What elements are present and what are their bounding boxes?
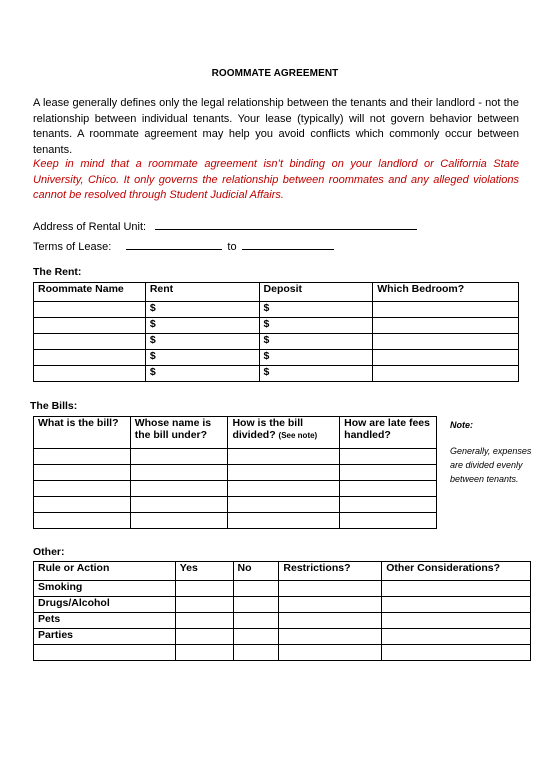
bills-header [228,417,340,449]
other-row [34,629,531,645]
bills-header: Whose name is the bill under? [130,417,228,449]
currency-symbol: $ [263,350,270,362]
bills-header-text: How is the bill divided? [232,417,304,441]
bills-cell[interactable] [228,449,340,465]
other-row [34,613,531,629]
rule-label: Smoking [34,581,176,597]
bills-cell[interactable] [228,465,340,481]
bills-cell[interactable] [130,465,228,481]
rent-header-row [34,283,519,302]
terms-label: Terms of Lease: [33,241,112,253]
rent-row [34,350,519,366]
currency-symbol: $ [149,334,156,346]
rent-cell[interactable] [373,334,519,350]
other-row [34,645,531,661]
restrictions-cell[interactable] [279,613,382,629]
rent-cell[interactable] [34,318,146,334]
no-cell[interactable] [233,597,279,613]
bills-cell[interactable] [130,449,228,465]
other-header: Yes [175,562,233,581]
terms-field-row [33,238,334,253]
rent-row [34,334,519,350]
rent-cell[interactable] [259,334,373,350]
page-title: ROOMMATE AGREEMENT [211,68,339,79]
rent-table [33,282,519,382]
bills-row [34,481,437,497]
rent-cell[interactable] [259,366,373,382]
bills-header: How are late fees handled? [340,417,437,449]
considerations-cell[interactable] [382,645,531,661]
other-header: Restrictions? [279,562,382,581]
address-label: Address of Rental Unit: [33,221,147,233]
rent-row [34,366,519,382]
considerations-cell[interactable] [382,629,531,645]
bills-table [33,416,437,529]
yes-cell[interactable] [175,629,233,645]
bills-cell[interactable] [228,497,340,513]
bills-row [34,465,437,481]
rent-cell[interactable] [145,302,259,318]
other-header: Other Considerations? [382,562,531,581]
bills-row [34,497,437,513]
rent-cell[interactable] [145,334,259,350]
note-text: Generally, expenses are divided evenly between tenants. [450,446,532,484]
bills-cell[interactable] [130,513,228,529]
bills-cell[interactable] [130,481,228,497]
other-row [34,597,531,613]
rent-row [34,318,519,334]
currency-symbol: $ [149,366,156,378]
no-cell[interactable] [233,581,279,597]
other-section-title: Other: [33,546,65,558]
other-header-row [34,562,531,581]
restrictions-cell[interactable] [279,629,382,645]
rent-cell[interactable] [259,302,373,318]
rent-header: Which Bedroom? [373,283,519,302]
currency-symbol: $ [149,318,156,330]
bills-cell[interactable] [228,513,340,529]
bills-row [34,513,437,529]
bills-side-note [450,418,545,486]
currency-symbol: $ [263,302,270,314]
rent-header: Roommate Name [34,283,146,302]
considerations-cell[interactable] [382,613,531,629]
considerations-cell[interactable] [382,597,531,613]
currency-symbol: $ [263,334,270,346]
restrictions-cell[interactable] [279,597,382,613]
bills-cell[interactable] [340,481,437,497]
rent-row [34,302,519,318]
bills-cell[interactable] [34,465,131,481]
yes-cell[interactable] [175,645,233,661]
rent-cell[interactable] [145,366,259,382]
yes-cell[interactable] [175,597,233,613]
rent-cell[interactable] [34,302,146,318]
bills-cell[interactable] [340,497,437,513]
no-cell[interactable] [233,629,279,645]
bills-cell[interactable] [34,497,131,513]
intro-paragraph: A lease generally defines only the legal relationship between the tenants and their landlord - not the relationship between individual tenants. Your lease (typically) will not govern behavior between tenants. A roommate agreement may help you avoid conflicts which commonly occur between tenants. [33,97,519,156]
other-header: No [233,562,279,581]
bills-row [34,449,437,465]
bills-cell[interactable] [34,513,131,529]
rule-label[interactable] [34,645,176,661]
rent-cell[interactable] [145,318,259,334]
address-blank[interactable] [155,218,417,230]
other-header: Rule or Action [34,562,176,581]
rule-label: Parties [34,629,176,645]
rent-cell[interactable] [34,334,146,350]
yes-cell[interactable] [175,613,233,629]
restrictions-cell[interactable] [279,645,382,661]
bills-cell[interactable] [340,449,437,465]
rent-header: Rent [145,283,259,302]
rent-cell[interactable] [373,350,519,366]
bills-cell[interactable] [340,465,437,481]
terms-end-blank[interactable] [242,238,334,250]
no-cell[interactable] [233,645,279,661]
terms-to-label: to [227,241,237,253]
currency-symbol: $ [263,366,270,378]
rule-label: Pets [34,613,176,629]
other-row [34,581,531,597]
address-field-row [33,218,417,233]
bills-header-row [34,417,437,449]
rent-cell[interactable] [259,318,373,334]
bills-cell[interactable] [340,513,437,529]
rent-cell[interactable] [373,302,519,318]
rent-cell[interactable] [34,350,146,366]
no-cell[interactable] [233,613,279,629]
bills-cell[interactable] [34,449,131,465]
rent-cell[interactable] [34,366,146,382]
restrictions-cell[interactable] [279,581,382,597]
warning-paragraph: Keep in mind that a roommate agreement isn’t binding on your landlord or California State University, Chico. It only governs the relationship between roommates and any alleged violations cannot be resolved through Student Judicial Affairs. [33,158,519,201]
yes-cell[interactable] [175,581,233,597]
rent-cell[interactable] [373,366,519,382]
rent-cell[interactable] [373,318,519,334]
currency-symbol: $ [263,318,270,330]
bills-cell[interactable] [130,497,228,513]
rent-cell[interactable] [259,350,373,366]
rent-header: Deposit [259,283,373,302]
bills-cell[interactable] [228,481,340,497]
other-table [33,561,531,661]
bills-header: What is the bill? [34,417,131,449]
rent-section-title: The Rent: [33,266,82,278]
terms-start-blank[interactable] [126,238,222,250]
note-label: Note: [450,420,473,430]
currency-symbol: $ [149,350,156,362]
currency-symbol: $ [149,302,156,314]
see-note-label: (See note) [278,431,318,440]
considerations-cell[interactable] [382,581,531,597]
bills-section-title: The Bills: [30,400,78,412]
rent-cell[interactable] [145,350,259,366]
rule-label: Drugs/Alcohol [34,597,176,613]
bills-cell[interactable] [34,481,131,497]
